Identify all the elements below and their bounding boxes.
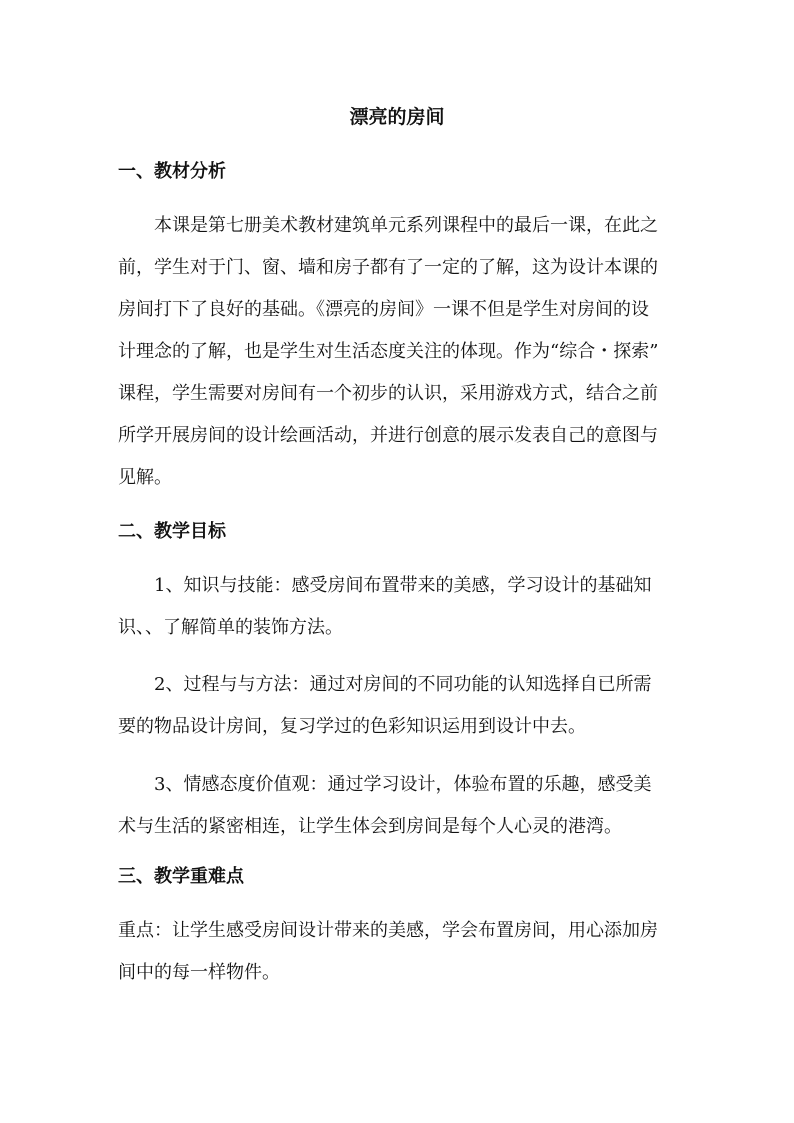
section-heading-key-points: 三、教学重难点 bbox=[118, 866, 244, 887]
paragraph-objective-knowledge bbox=[118, 565, 678, 649]
paragraph-line: 房间打下了良好的基础。《漂亮的房间》一课不但是学生对房间的设 bbox=[118, 299, 649, 320]
section-heading-analysis: 一、教材分析 bbox=[118, 161, 226, 182]
paragraph-line: 前，学生对于门、窗、墙和房子都有了一定的了解，这为设计本课的 bbox=[118, 257, 658, 278]
paragraph-line: 识、、了解简单的装饰方法。 bbox=[118, 617, 343, 638]
paragraph-line: 课程，学生需要对房间有一个初步的认识，采用游戏方式，结合之前 bbox=[118, 383, 658, 404]
paragraph-line: 3、情感态度价值观：通过学习设计，体验布置的乐趣，感受美 bbox=[154, 774, 652, 795]
paragraph-line: 所学开展房间的设计绘画活动，并进行创意的展示发表自己的意图与 bbox=[118, 425, 658, 446]
paragraph-objective-emotion bbox=[118, 764, 678, 848]
paragraph-line: 2、过程与与方法：通过对房间的不同功能的认知选择自已所需 bbox=[154, 674, 652, 695]
section-heading-objectives: 二、教学目标 bbox=[118, 521, 226, 542]
paragraph-line: 1、知识与技能：感受房间布置带来的美感，学习设计的基础知 bbox=[154, 575, 652, 596]
paragraph-key-points bbox=[118, 910, 678, 994]
paragraph-line: 计理念的了解，也是学生对生活态度关注的体现。作为“综合・探索” bbox=[118, 341, 659, 362]
paragraph-line: 要的物品设计房间，复习学过的色彩知识运用到设计中去。 bbox=[118, 716, 586, 737]
paragraph-line: 间中的每一样物件。 bbox=[118, 962, 280, 983]
paragraph-analysis bbox=[118, 205, 678, 499]
paragraph-line: 重点：让学生感受房间设计带来的美感，学会布置房间，用心添加房 bbox=[118, 920, 658, 941]
paragraph-objective-process bbox=[118, 664, 678, 748]
paragraph-line: 本课是第七册美术教材建筑单元系列课程中的最后一课，在此之 bbox=[154, 215, 658, 236]
paragraph-line: 见解。 bbox=[118, 467, 172, 488]
document-title: 漂亮的房间 bbox=[349, 106, 445, 128]
paragraph-line: 术与生活的紧密相连，让学生体会到房间是每个人心灵的港湾。 bbox=[118, 816, 622, 837]
